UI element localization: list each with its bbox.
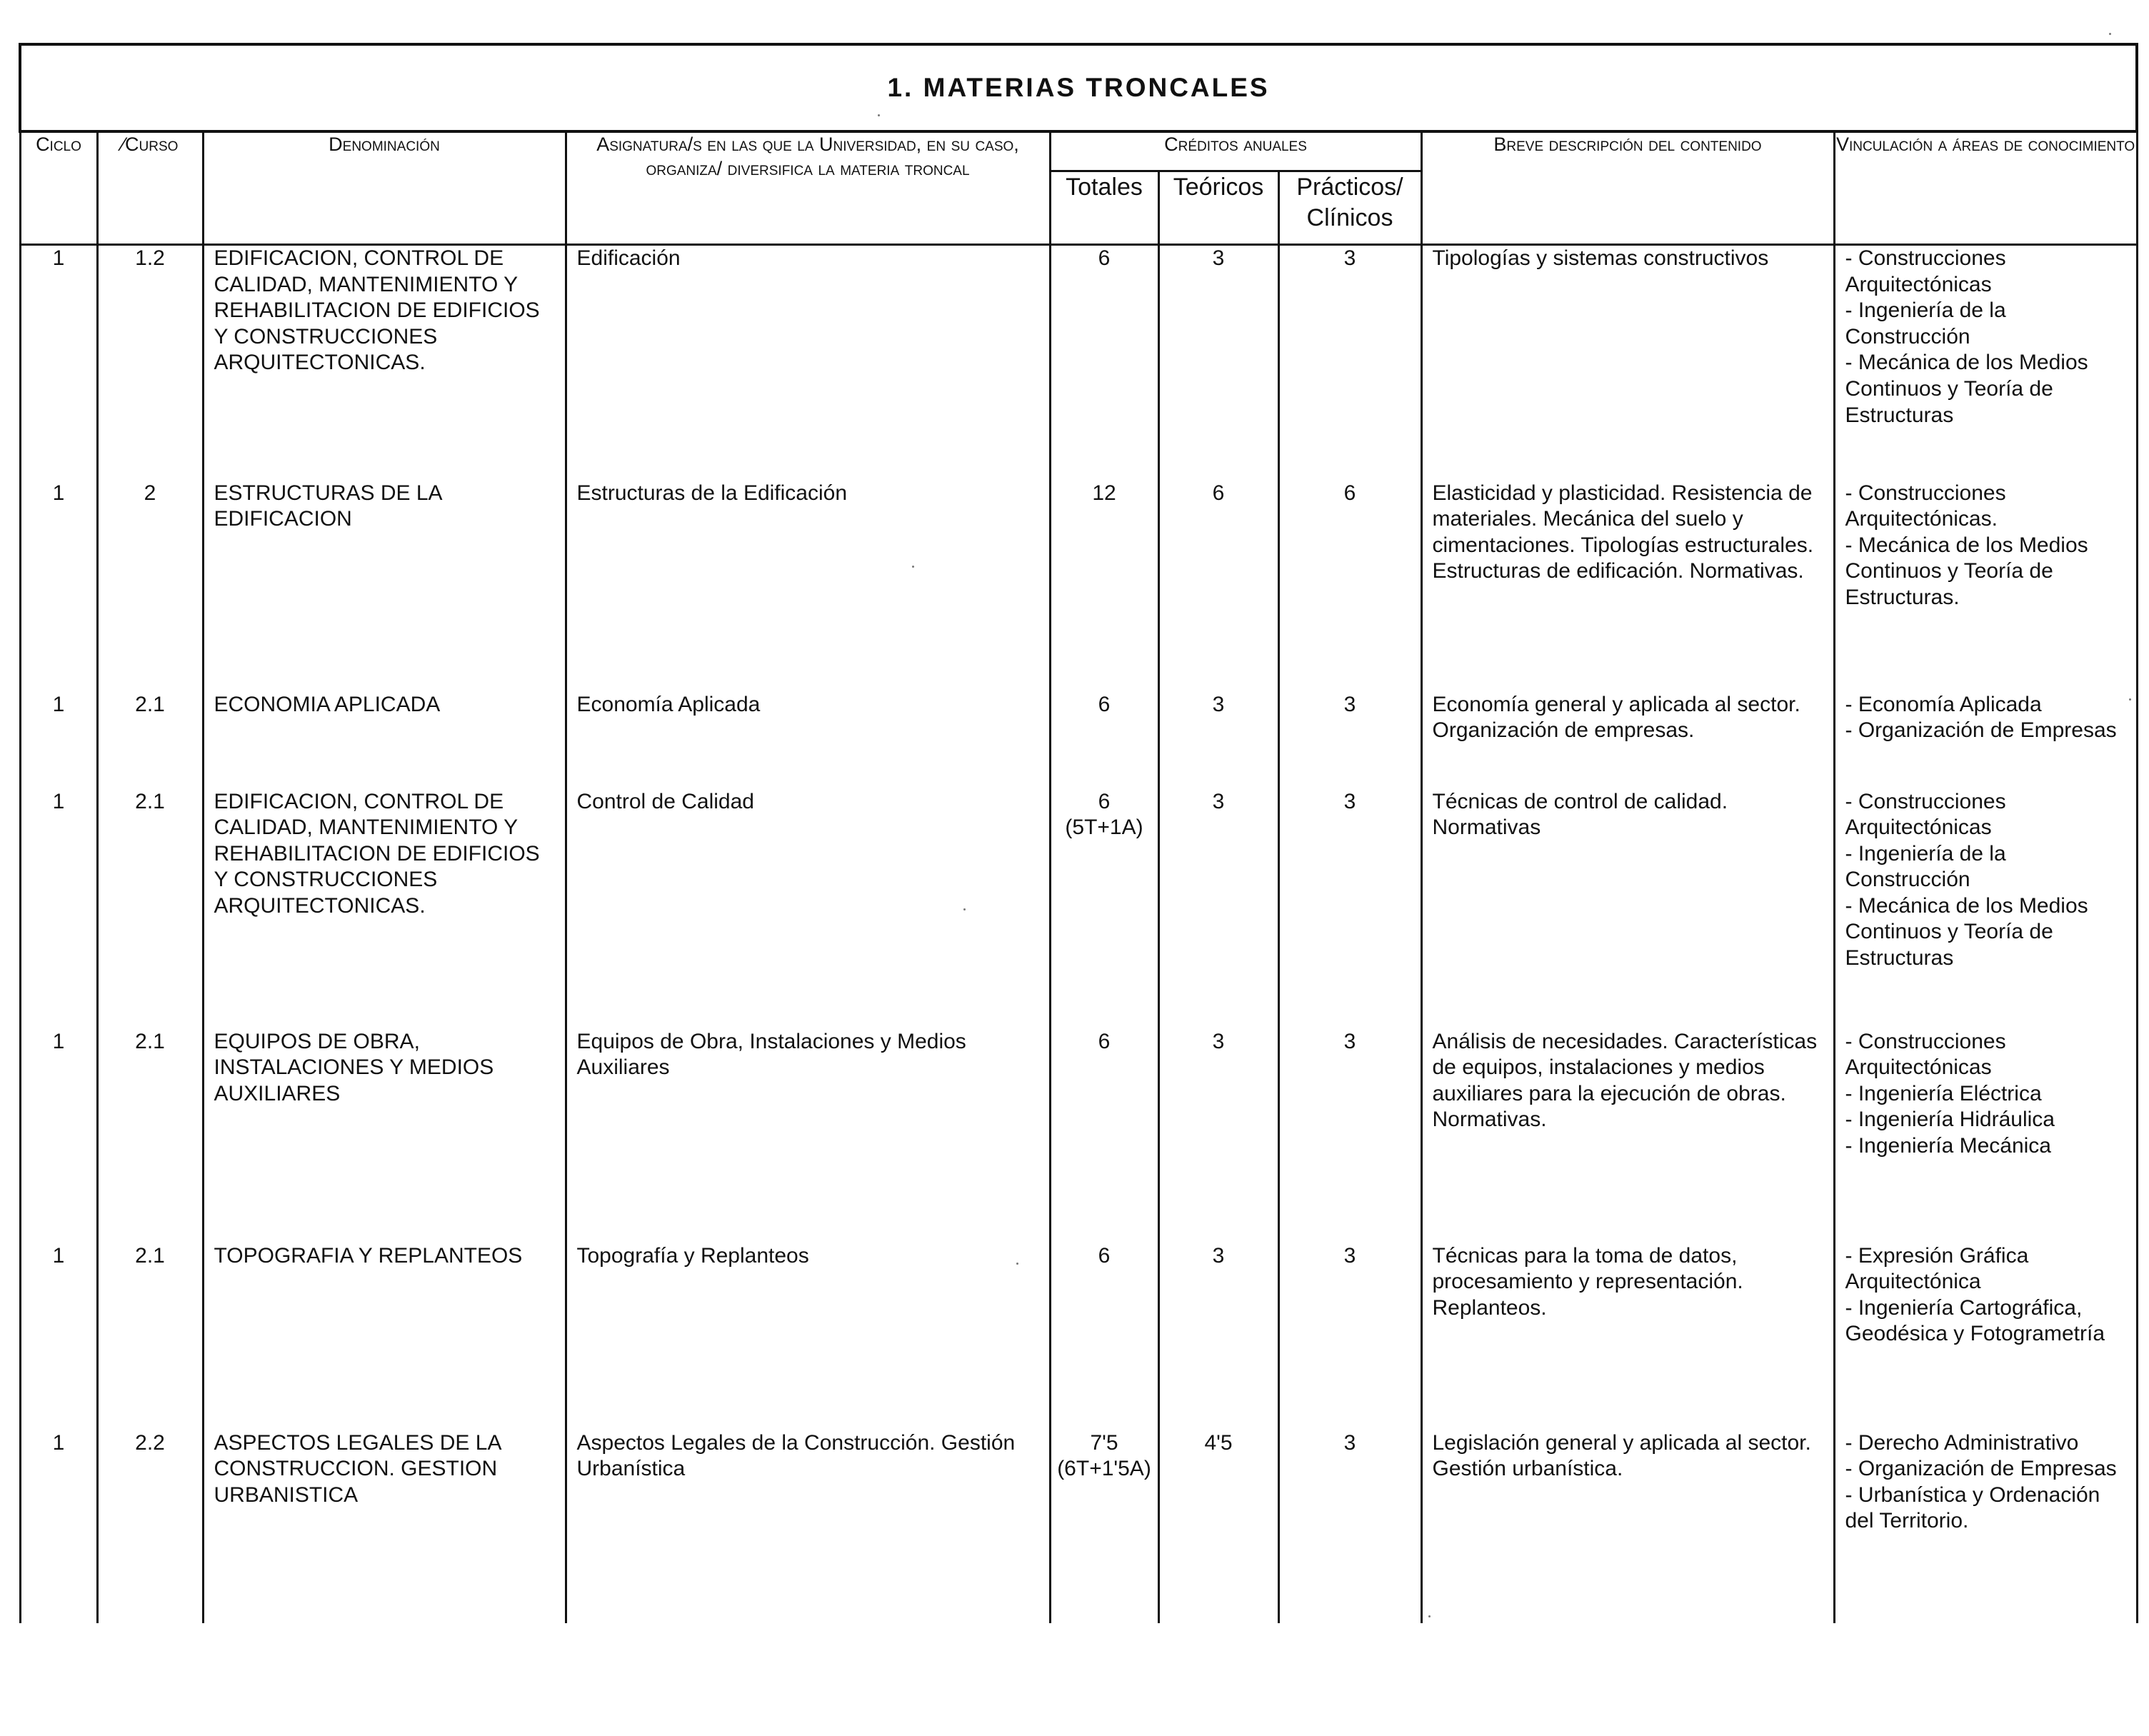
cell-vinculacion <box>1834 481 2137 692</box>
cell-teoricos: 3 <box>1158 1243 1278 1430</box>
header-curso <box>97 131 203 245</box>
totales-detalle: (6T+1'5A) <box>1057 1457 1151 1481</box>
vinculacion-item: - Derecho Administrativo <box>1845 1430 2079 1455</box>
header-totales: Totales <box>1050 171 1158 245</box>
vinculacion-item: - Mecánica de los Medios Continuos y Teoría de Estructuras <box>1845 351 2088 427</box>
cell-curso: 2.1 <box>97 1029 203 1243</box>
cell-curso: 1.2 <box>97 245 203 481</box>
totales-value: 6 <box>1098 246 1111 270</box>
cell-totales <box>1050 481 1158 692</box>
cell-descripcion: Legislación general y aplicada al sector. Gestión urbanística. <box>1421 1430 1834 1623</box>
scan-speck <box>1428 1615 1431 1617</box>
totales-value: 6 <box>1098 1029 1111 1053</box>
scan-speck <box>963 908 966 910</box>
vinculacion-item: - Expresión Gráfica Arquitectónica <box>1845 1243 2029 1294</box>
vinculacion-item: - Ingeniería Hidráulica <box>1845 1108 2055 1132</box>
vinculacion-item: - Ingeniería de la Construcción <box>1845 841 2006 892</box>
header-practicos: Prácticos/ Clínicos <box>1278 171 1421 245</box>
table-row <box>20 1430 2137 1623</box>
cell-asignatura: Equipos de Obra, Instalaciones y Medios Auxiliares <box>566 1029 1050 1243</box>
cell-teoricos: 6 <box>1158 481 1278 692</box>
cell-denominacion: EDIFICACION, CONTROL DE CALIDAD, MANTENIMIENTO Y REHABILITACION DE EDIFICIOS Y CONSTRUCCIONES ARQUITECTONICAS. <box>203 789 566 1029</box>
cell-descripcion: Tipologías y sistemas constructivos <box>1421 245 1834 481</box>
cell-ciclo: 1 <box>20 1029 97 1243</box>
table-row <box>20 1029 2137 1243</box>
vinculacion-item: - Ingeniería Mecánica <box>1845 1133 2051 1158</box>
cell-teoricos: 3 <box>1158 692 1278 789</box>
cell-ciclo: 1 <box>20 1243 97 1430</box>
header-creditos-anuales: Créditos anuales <box>1050 131 1421 171</box>
table-row <box>20 1243 2137 1430</box>
vinculacion-item: - Mecánica de los Medios Continuos y Teoría de Estructuras <box>1845 893 2088 970</box>
header-vinculacion: Vinculación a áreas de conocimiento <box>1834 131 2137 245</box>
cell-teoricos: 4'5 <box>1158 1430 1278 1623</box>
cell-ciclo: 1 <box>20 481 97 692</box>
vinculacion-item: - Construcciones Arquitectónicas <box>1845 1029 2006 1080</box>
cell-practicos: 3 <box>1278 245 1421 481</box>
header-denominacion: Denominación <box>203 131 566 245</box>
vinculacion-list <box>1845 789 2129 972</box>
vinculacion-list <box>1845 1430 2129 1535</box>
cell-practicos: 3 <box>1278 1029 1421 1243</box>
materias-troncales-table-frame <box>19 43 2135 1600</box>
cell-totales <box>1050 1029 1158 1243</box>
cell-vinculacion <box>1834 1029 2137 1243</box>
scan-speck <box>912 566 914 568</box>
header-teoricos: Teóricos <box>1158 171 1278 245</box>
vinculacion-item: - Ingeniería Cartográfica, Geodésica y Fotogrametría <box>1845 1295 2105 1346</box>
section-title: 1. MATERIAS TRONCALES <box>20 44 2137 131</box>
cell-teoricos: 3 <box>1158 245 1278 481</box>
cell-ciclo: 1 <box>20 692 97 789</box>
cell-totales <box>1050 1243 1158 1430</box>
vinculacion-list <box>1845 692 2129 744</box>
totales-value: 6 <box>1098 1243 1111 1268</box>
totales-value: 6 <box>1098 789 1111 813</box>
vinculacion-item: - Construcciones Arquitectónicas <box>1845 789 2006 840</box>
cell-vinculacion <box>1834 789 2137 1029</box>
scan-speck <box>878 114 880 116</box>
table-row <box>20 789 2137 1029</box>
cell-vinculacion <box>1834 245 2137 481</box>
cell-totales <box>1050 789 1158 1029</box>
vinculacion-list <box>1845 1243 2129 1348</box>
cell-practicos: 6 <box>1278 481 1421 692</box>
header-curso-label: Curso <box>125 134 179 155</box>
cell-descripcion: Técnicas para la toma de datos, procesamiento y representación. Replanteos. <box>1421 1243 1834 1430</box>
totales-value: 12 <box>1092 481 1116 505</box>
cell-denominacion: ESTRUCTURAS DE LA EDIFICACION <box>203 481 566 692</box>
cell-asignatura: Economía Aplicada <box>566 692 1050 789</box>
vinculacion-item: - Construcciones Arquitectónicas <box>1845 246 2006 296</box>
cell-curso: 2.1 <box>97 692 203 789</box>
vinculacion-item: - Organización de Empresas <box>1845 718 2117 743</box>
header-slash: ⁄ <box>121 134 126 155</box>
vinculacion-item: - Urbanística y Ordenación del Territorio. <box>1845 1482 2100 1533</box>
cell-asignatura: Aspectos Legales de la Construcción. Gestión Urbanística <box>566 1430 1050 1623</box>
cell-denominacion: EDIFICACION, CONTROL DE CALIDAD, MANTENIMIENTO Y REHABILITACION DE EDIFICIOS Y CONSTRUCCIONES ARQUITECTONICAS. <box>203 245 566 481</box>
totales-value: 6 <box>1098 692 1111 716</box>
header-asignaturas: Asignatura/s en las que la Universidad, en su caso, organiza/ diversifica la materia troncal <box>566 131 1050 245</box>
cell-vinculacion <box>1834 1243 2137 1430</box>
scan-speck <box>2129 698 2131 701</box>
cell-descripcion: Economía general y aplicada al sector. Organización de empresas. <box>1421 692 1834 789</box>
cell-curso: 2.1 <box>97 1243 203 1430</box>
cell-curso: 2.2 <box>97 1430 203 1623</box>
cell-asignatura: Topografía y Replanteos <box>566 1243 1050 1430</box>
cell-curso: 2.1 <box>97 789 203 1029</box>
vinculacion-item: - Economía Aplicada <box>1845 692 2042 716</box>
cell-practicos: 3 <box>1278 1430 1421 1623</box>
scan-speck <box>1016 1263 1018 1265</box>
table-row <box>20 481 2137 692</box>
cell-ciclo: 1 <box>20 789 97 1029</box>
cell-descripcion: Técnicas de control de calidad. Normativas <box>1421 789 1834 1029</box>
vinculacion-list <box>1845 246 2129 428</box>
scan-speck <box>2109 33 2111 35</box>
vinculacion-list <box>1845 481 2129 611</box>
cell-descripcion: Elasticidad y plasticidad. Resistencia de materiales. Mecánica del suelo y cimentaciones. Tipologías estructurales. Estructuras de edificación. Normativas. <box>1421 481 1834 692</box>
cell-denominacion: ASPECTOS LEGALES DE LA CONSTRUCCION. GESTION URBANISTICA <box>203 1430 566 1623</box>
materias-troncales-table <box>19 43 2138 1623</box>
cell-asignatura: Control de Calidad <box>566 789 1050 1029</box>
cell-vinculacion <box>1834 1430 2137 1623</box>
cell-vinculacion <box>1834 692 2137 789</box>
cell-totales <box>1050 1430 1158 1623</box>
cell-ciclo: 1 <box>20 245 97 481</box>
table-row <box>20 245 2137 481</box>
cell-descripcion: Análisis de necesidades. Características de equipos, instalaciones y medios auxiliares para la ejecución de obras. Normativas. <box>1421 1029 1834 1243</box>
vinculacion-list <box>1845 1029 2129 1160</box>
cell-asignatura: Estructuras de la Edificación <box>566 481 1050 692</box>
cell-denominacion: TOPOGRAFIA Y REPLANTEOS <box>203 1243 566 1430</box>
cell-teoricos: 3 <box>1158 789 1278 1029</box>
cell-denominacion: ECONOMIA APLICADA <box>203 692 566 789</box>
cell-practicos: 3 <box>1278 1243 1421 1430</box>
cell-teoricos: 3 <box>1158 1029 1278 1243</box>
totales-value: 7'5 <box>1090 1430 1118 1455</box>
header-ciclo: Ciclo <box>20 131 97 245</box>
totales-detalle: (5T+1A) <box>1065 816 1143 840</box>
cell-denominacion: EQUIPOS DE OBRA, INSTALACIONES Y MEDIOS AUXILIARES <box>203 1029 566 1243</box>
header-breve-descripcion: Breve descripción del contenido <box>1421 131 1834 245</box>
vinculacion-item: - Organización de Empresas <box>1845 1457 2117 1481</box>
cell-practicos: 3 <box>1278 789 1421 1029</box>
vinculacion-item: - Construcciones Arquitectónicas. <box>1845 481 2006 531</box>
cell-practicos: 3 <box>1278 692 1421 789</box>
vinculacion-item: - Ingeniería Eléctrica <box>1845 1081 2042 1105</box>
cell-totales <box>1050 245 1158 481</box>
vinculacion-item: - Ingeniería de la Construcción <box>1845 298 2006 348</box>
cell-asignatura: Edificación <box>566 245 1050 481</box>
table-row <box>20 692 2137 789</box>
cell-ciclo: 1 <box>20 1430 97 1623</box>
table-body <box>20 245 2137 1623</box>
cell-curso: 2 <box>97 481 203 692</box>
cell-totales <box>1050 692 1158 789</box>
vinculacion-item: - Mecánica de los Medios Continuos y Teoría de Estructuras. <box>1845 533 2088 609</box>
